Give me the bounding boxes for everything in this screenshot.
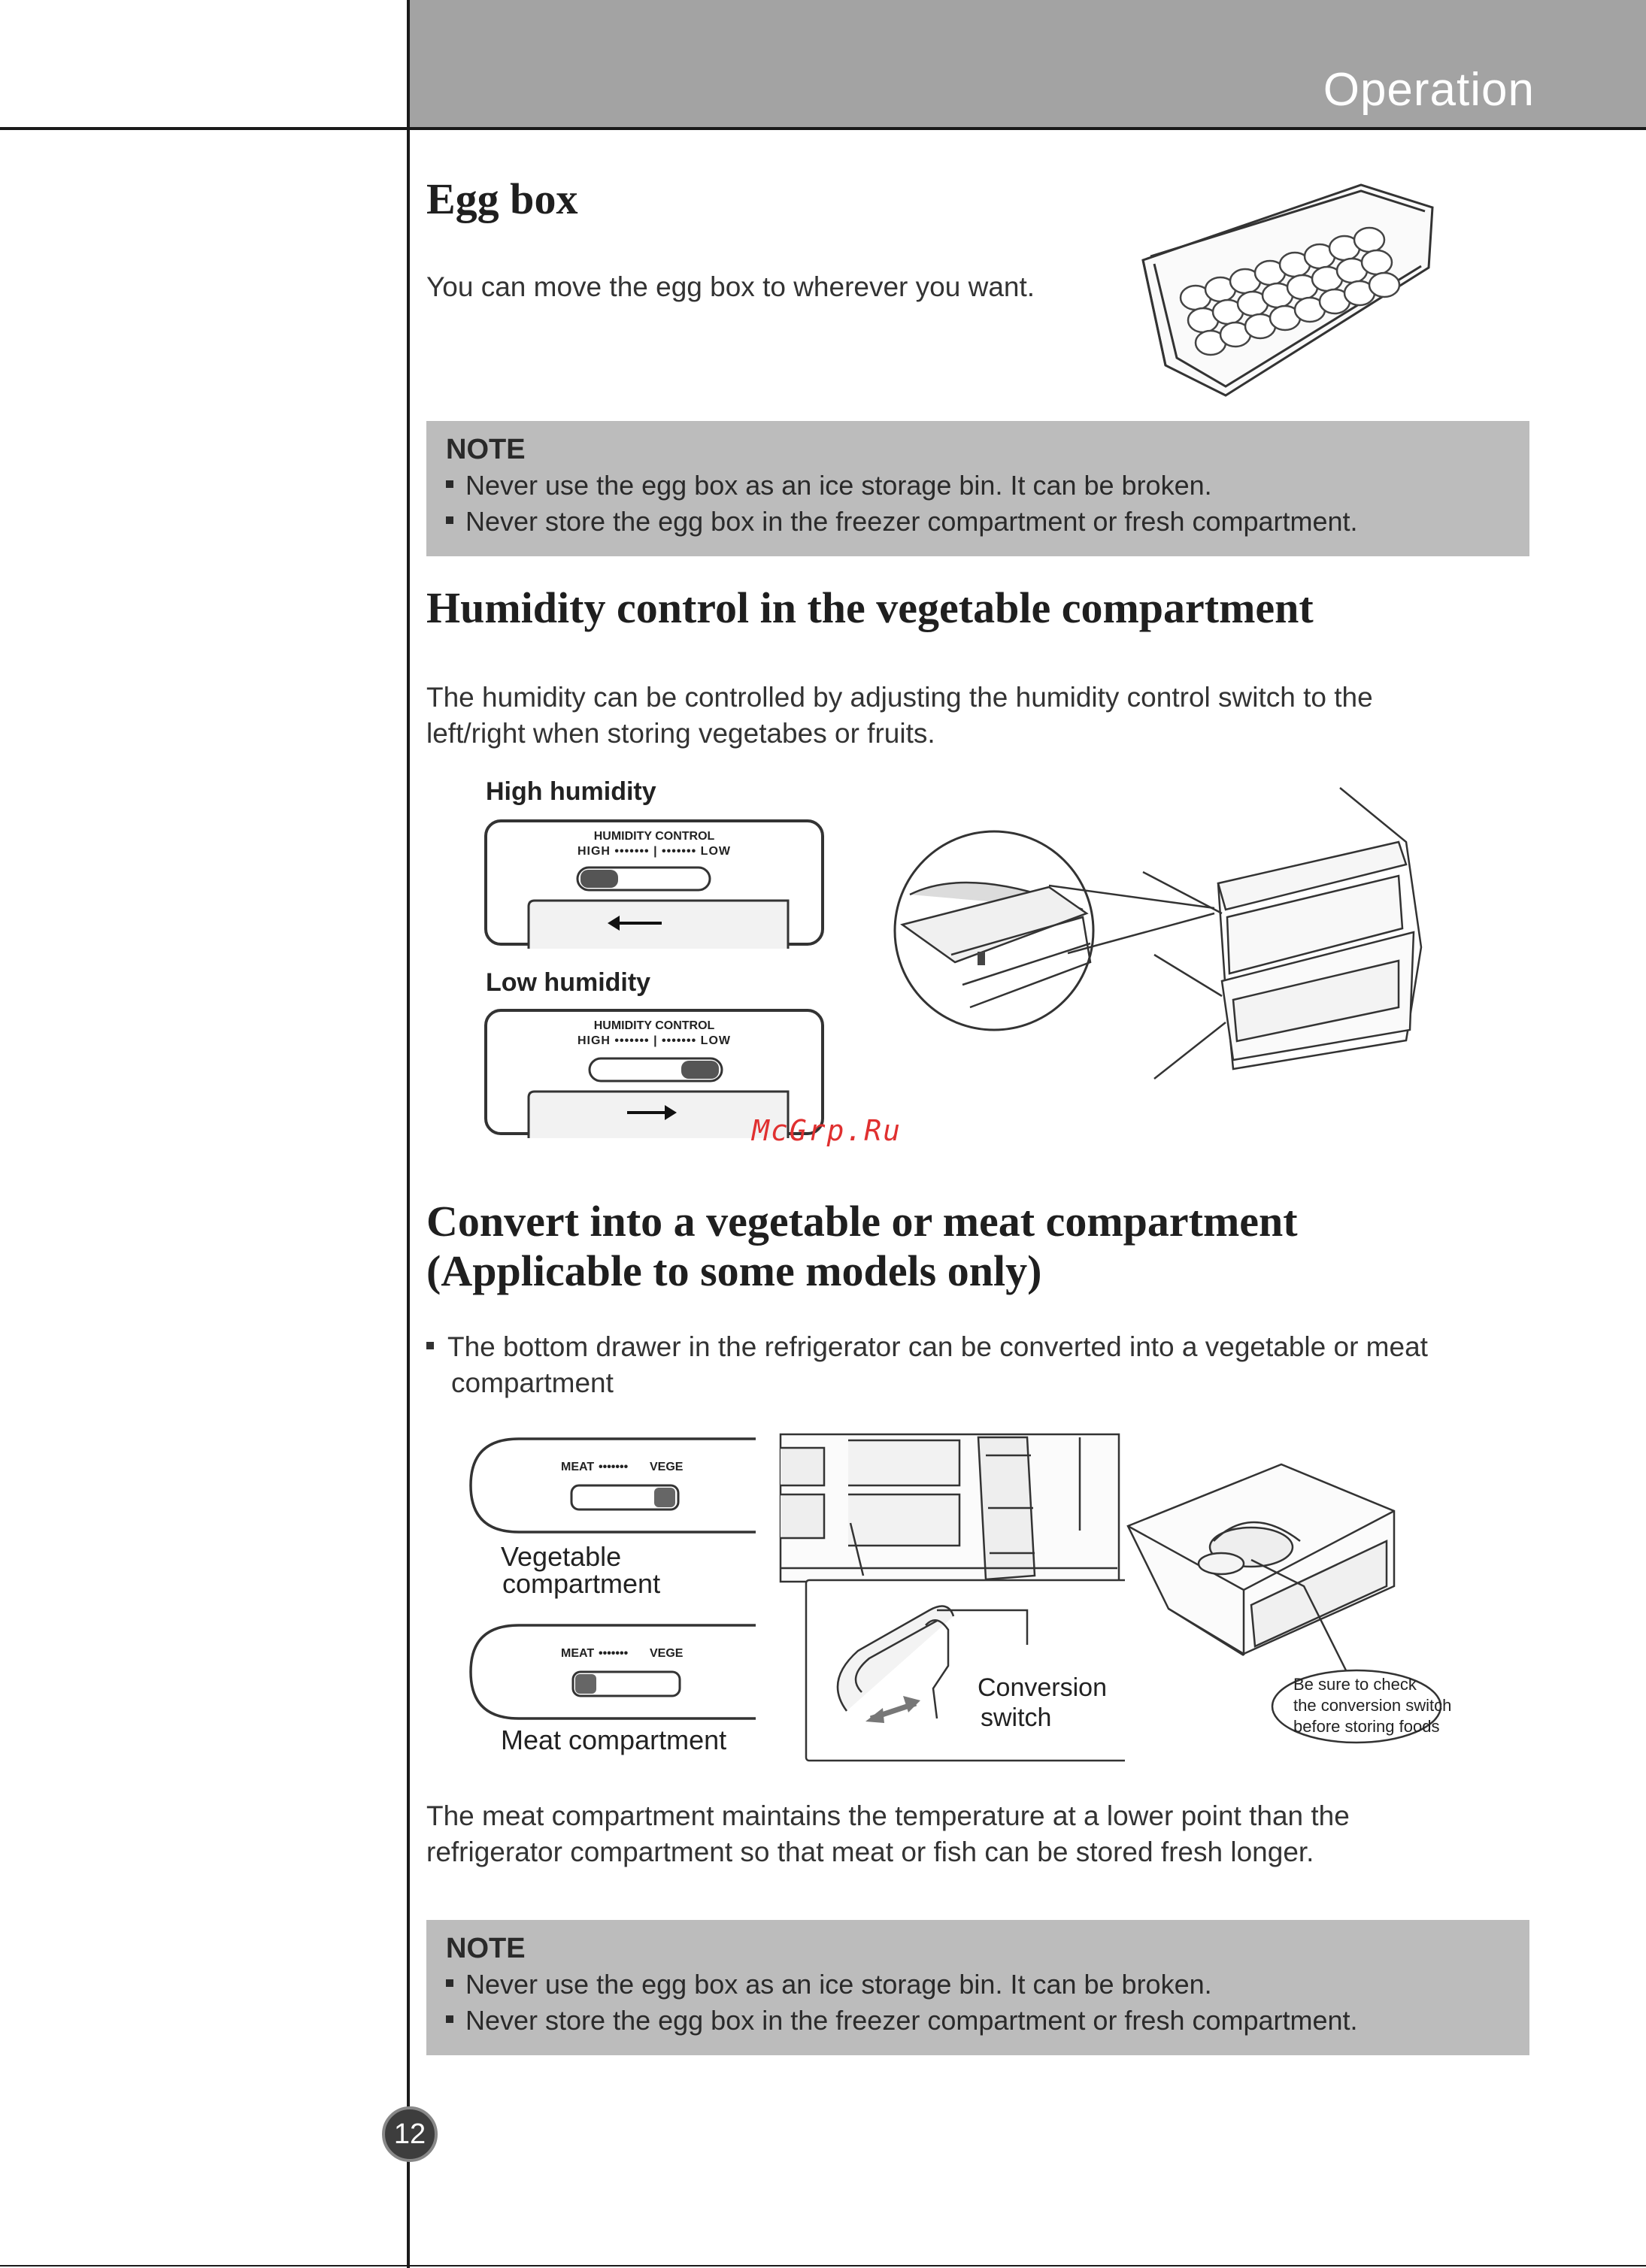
note-item: Never use the egg box as an ice storage bin. It can be broken. xyxy=(446,468,1510,504)
note-title: NOTE xyxy=(446,434,526,465)
slider-knob[interactable] xyxy=(681,1061,719,1079)
refrigerator-illustration xyxy=(779,1433,1125,1764)
section-title: Operation xyxy=(1323,64,1535,116)
note-title: NOTE xyxy=(446,1933,526,1964)
note-item: Never store the egg box in the freezer compartment or fresh compartment. xyxy=(446,2003,1510,2039)
bullet-icon xyxy=(446,2015,453,2023)
low-humidity-label: Low humidity xyxy=(486,968,651,997)
control-title: HUMIDITY CONTROL xyxy=(593,830,715,843)
switch-scale-label: MEAT xyxy=(561,1461,595,1473)
egg-box-heading: Egg box xyxy=(426,174,578,223)
page-number: 12 xyxy=(382,2106,438,2162)
conversion-switch-label-line1: Conversion xyxy=(978,1673,1107,1702)
egg xyxy=(1354,228,1384,252)
meat-drawer-illustration xyxy=(1123,1458,1454,1759)
vegetable-compartment-label-line1: Vegetable xyxy=(501,1541,622,1572)
vegetable-drawer-illustration xyxy=(880,782,1436,1083)
meat-switch-panel xyxy=(466,1622,759,1727)
callout-line2: the conversion switch xyxy=(1293,1696,1452,1715)
slider-knob[interactable] xyxy=(575,1674,596,1694)
control-scale: HIGH ••••••• | ••••••• LOW xyxy=(577,845,731,858)
meat-compartment-label: Meat compartment xyxy=(501,1724,727,1755)
bottom-rule xyxy=(0,2265,1646,2266)
switch-scale-label: MEAT xyxy=(561,1647,595,1660)
high-humidity-label: High humidity xyxy=(486,777,656,806)
watermark: McGrp.Ru xyxy=(752,1114,902,1147)
convert-bullet-line1: The bottom drawer in the refrigerator can be converted into a vegetable or meat xyxy=(426,1329,1428,1365)
meat-text-line1: The meat compartment maintains the temperature at a lower point than the xyxy=(426,1800,1350,1831)
slider-knob[interactable] xyxy=(580,870,618,888)
vegetable-switch-panel xyxy=(466,1436,759,1541)
conversion-switch-label-line2: switch xyxy=(981,1703,1052,1732)
bullet-icon xyxy=(426,1342,434,1349)
note-box xyxy=(426,1920,1529,2055)
callout-line3: before storing foods xyxy=(1293,1717,1440,1736)
humidity-control-panel-high xyxy=(484,819,824,946)
control-scale: HIGH ••••••• | ••••••• LOW xyxy=(577,1034,731,1047)
humidity-heading: Humidity control in the vegetable compartment xyxy=(426,583,1314,632)
egg-box-illustration xyxy=(1135,177,1451,403)
svg-text:•••••••: ••••••• xyxy=(599,1461,629,1473)
bullet-icon xyxy=(446,516,453,524)
svg-text:•••••••: ••••••• xyxy=(599,1647,629,1660)
note-item: Never use the egg box as an ice storage bin. It can be broken. xyxy=(446,1967,1510,2003)
header-band xyxy=(409,0,1646,129)
bullet-icon xyxy=(446,480,453,488)
egg xyxy=(1369,273,1399,297)
convert-heading-line2: (Applicable to some models only) xyxy=(426,1246,1042,1295)
control-title: HUMIDITY CONTROL xyxy=(593,1019,715,1032)
margin-rule xyxy=(407,0,410,2268)
vegetable-compartment-label-line2: compartment xyxy=(502,1568,661,1599)
convert-bullet-line2: compartment xyxy=(451,1367,614,1398)
egg xyxy=(1362,250,1392,274)
callout-line1: Be sure to check xyxy=(1293,1675,1417,1694)
svg-text:VEGE: VEGE xyxy=(650,1647,684,1660)
egg-box-text: You can move the egg box to wherever you want. xyxy=(426,271,1035,302)
note-item: Never store the egg box in the freezer compartment or fresh compartment. xyxy=(446,504,1510,540)
svg-text:VEGE: VEGE xyxy=(650,1461,684,1473)
convert-heading-line1: Convert into a vegetable or meat compartment xyxy=(426,1197,1298,1246)
bullet-icon xyxy=(446,1979,453,1987)
humidity-text-line2: left/right when storing vegetabes or fruits. xyxy=(426,718,935,749)
slider-knob[interactable] xyxy=(654,1488,675,1507)
header-divider xyxy=(0,127,1646,130)
humidity-text-line1: The humidity can be controlled by adjusting the humidity control switch to the xyxy=(426,682,1373,713)
meat-text-line2: refrigerator compartment so that meat or fish can be stored fresh longer. xyxy=(426,1837,1314,1867)
note-box xyxy=(426,421,1529,556)
